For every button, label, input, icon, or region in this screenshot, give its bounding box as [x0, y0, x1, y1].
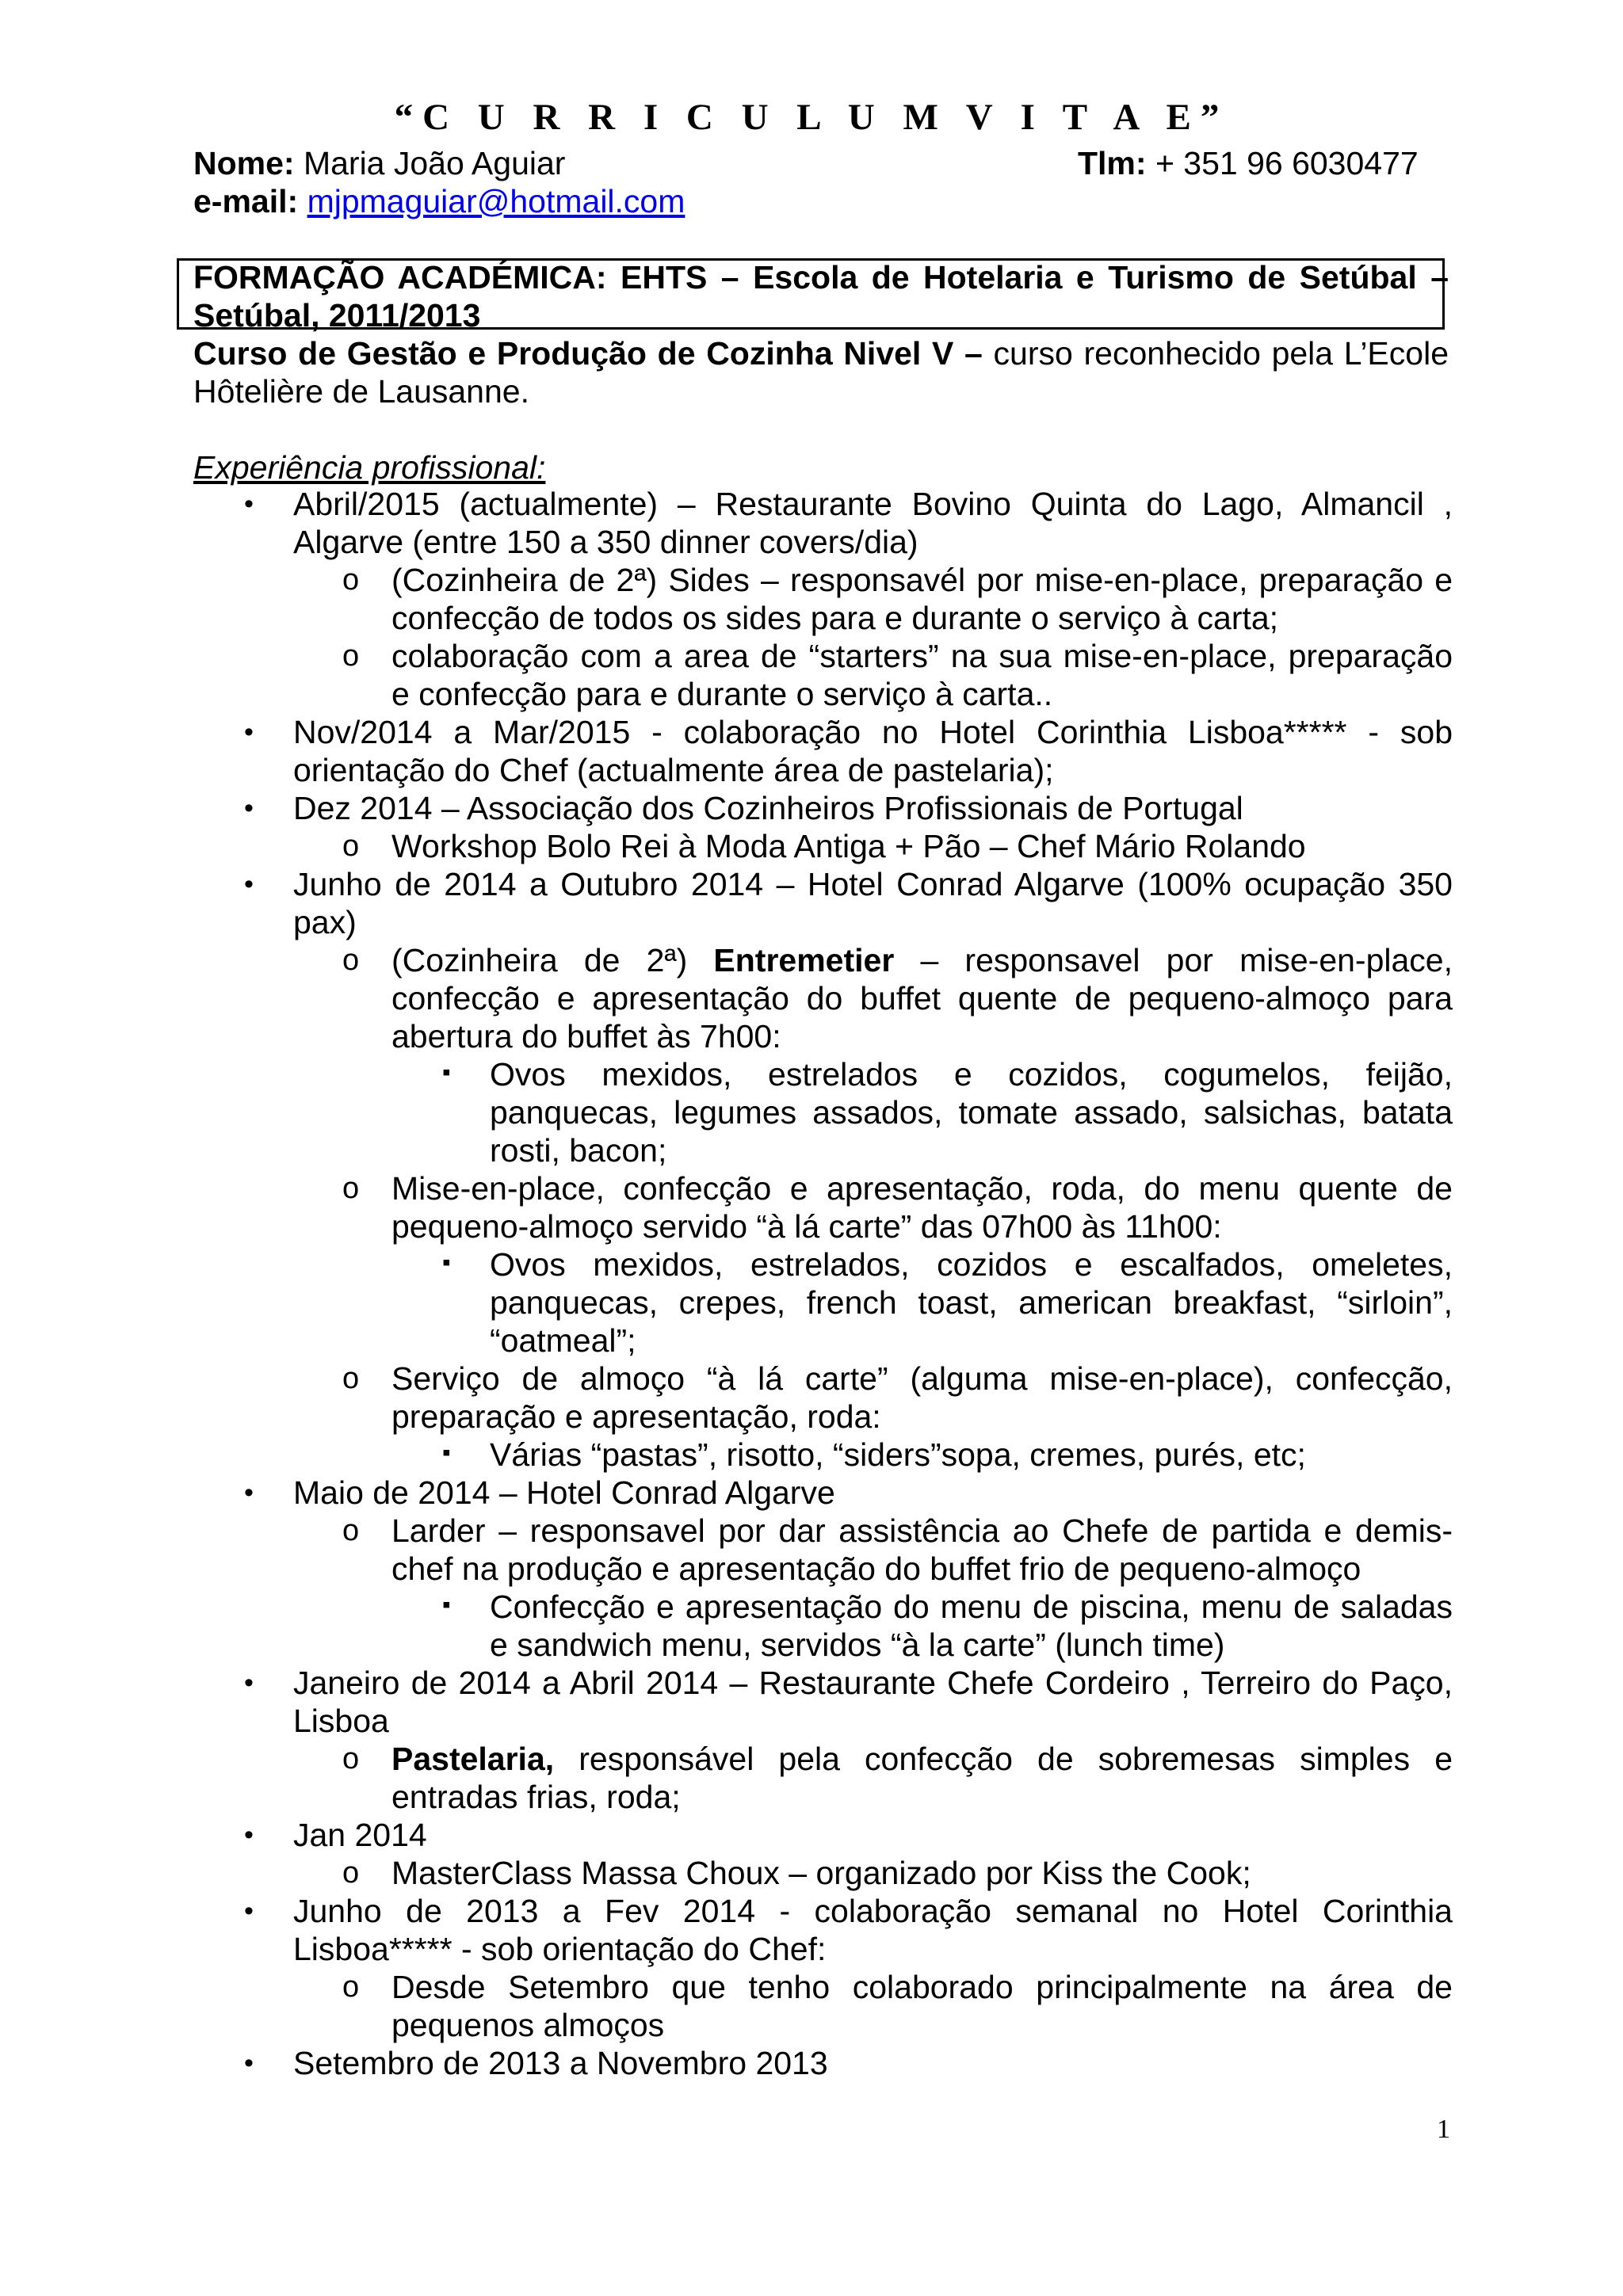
circle-bullet-icon: o: [342, 1172, 360, 1205]
course-note: curso reconhecido pela L’Ecole Hôtelière de Lausanne.: [193, 335, 1449, 410]
bullet-icon: •: [244, 717, 254, 747]
experience-item-level-2: [342, 637, 1453, 713]
bullet-icon: •: [244, 489, 254, 519]
experience-item-level-2: [342, 1968, 1453, 2044]
experience-item-level-1: [244, 2044, 1453, 2082]
experience-item-level-2: [342, 1169, 1453, 1245]
experience-item-level-2: [342, 1360, 1453, 1436]
course-title: Curso de Gestão e Produção de Cozinha Nivel V –: [193, 335, 983, 372]
experience-item-level-1: [244, 1816, 1453, 1854]
circle-bullet-icon: o: [342, 830, 360, 863]
item-text: Abril/2015 (actualmente) – Restaurante Bovino Quinta do Lago, Almancil , Algarve (entre 150 a 350 dinner covers/dia): [293, 486, 1453, 560]
experience-item-level-2: [342, 827, 1453, 865]
circle-bullet-icon: o: [342, 1362, 360, 1395]
item-text: Várias “pastas”, risotto, “siders”sopa, cremes, purés, etc;: [490, 1436, 1306, 1473]
item-text: responsável pela confecção de sobremesas simples e entradas frias, roda;: [391, 1741, 1453, 1815]
experience-item-level-2: [342, 941, 1453, 1055]
experience-item-level-2: [342, 1740, 1453, 1816]
bullet-icon: •: [244, 1820, 254, 1850]
experience-item-level-1: [244, 485, 1453, 561]
bullet-icon: •: [244, 869, 254, 899]
experience-item-level-3: [442, 1588, 1453, 1664]
document-title: “C U R R I C U L U M V I T A E”: [394, 97, 1229, 138]
circle-bullet-icon: o: [342, 1742, 360, 1775]
item-text: Workshop Bolo Rei à Moda Antiga + Pão – Chef Mário Rolando: [391, 828, 1306, 864]
experience-item-level-2: [342, 1854, 1453, 1892]
item-text: Dez 2014 – Associação dos Cozinheiros Profissionais de Portugal: [293, 790, 1243, 826]
circle-bullet-icon: o: [342, 1970, 360, 2004]
item-text: Ovos mexidos, estrelados e cozidos, cogumelos, feijão, panquecas, legumes assados, tomate assado, salsichas, batata rosti, bacon;: [490, 1056, 1453, 1169]
experience-item-level-3: [442, 1055, 1453, 1169]
bullet-icon: •: [244, 793, 254, 823]
circle-bullet-icon: o: [342, 563, 360, 597]
experience-item-level-1: [244, 1892, 1453, 1968]
name-line: [193, 144, 565, 182]
email-label: e-mail:: [193, 183, 299, 219]
bullet-icon: •: [244, 1478, 254, 1508]
item-text: – responsavel por mise-en-place, confecção e apresentação do buffet quente de pequeno-almoço para abertura do buffet às 7h00:: [391, 942, 1453, 1055]
square-bullet-icon: ▪: [442, 1059, 451, 1085]
page-number: 1: [1437, 2115, 1450, 2144]
bullet-icon: •: [244, 1668, 254, 1698]
item-text: Serviço de almoço “à lá carte” (alguma mise-en-place), confecção, preparação e apresentação, roda:: [391, 1360, 1453, 1435]
circle-bullet-icon: o: [342, 639, 360, 673]
email-line: [193, 182, 685, 220]
bullet-icon: •: [244, 2048, 254, 2078]
experience-heading: Experiência profissional:: [193, 449, 546, 486]
square-bullet-icon: ▪: [442, 1440, 451, 1466]
name-label: Nome:: [193, 145, 295, 181]
phone-label: Tlm:: [1078, 145, 1147, 181]
item-text: Maio de 2014 – Hotel Conrad Algarve: [293, 1474, 835, 1511]
item-text: colaboração com a area de “starters” na sua mise-en-place, preparação e confecção para e durante o serviço à carta..: [391, 638, 1453, 712]
experience-item-level-1: [244, 865, 1453, 941]
square-bullet-icon: ▪: [442, 1592, 451, 1618]
phone-line: [1078, 144, 1419, 182]
item-text: (Cozinheira de 2ª) Sides – responsavél por mise-en-place, preparação e confecção de todos os sides para e durante o serviço à carta;: [391, 562, 1453, 636]
item-text: Jan 2014: [293, 1817, 427, 1853]
experience-item-level-3: [442, 1436, 1453, 1474]
item-emphasis: Pastelaria,: [391, 1741, 555, 1777]
experience-item-level-1: [244, 1474, 1453, 1512]
item-text: Janeiro de 2014 a Abril 2014 – Restaurante Chefe Cordeiro , Terreiro do Paço, Lisboa: [293, 1665, 1453, 1739]
item-text: Nov/2014 a Mar/2015 - colaboração no Hotel Corinthia Lisboa***** - sob orientação do Chef (actualmente área de pastelaria);: [293, 714, 1453, 788]
experience-item-level-1: [244, 789, 1453, 827]
experience-item-level-2: [342, 561, 1453, 637]
circle-bullet-icon: o: [342, 944, 360, 977]
circle-bullet-icon: o: [342, 1514, 360, 1547]
item-text: Mise-en-place, confecção e apresentação, roda, do menu quente de pequeno-almoço servido “à lá carte” das 07h00 às 11h00:: [391, 1170, 1453, 1245]
item-text: Confecção e apresentação do menu de piscina, menu de saladas e sandwich menu, servidos “à la carte” (lunch time): [490, 1589, 1453, 1663]
experience-item-level-1: [244, 1664, 1453, 1740]
square-bullet-icon: ▪: [442, 1249, 451, 1276]
item-prefix: (Cozinheira de 2ª): [391, 942, 714, 978]
item-text: Larder – responsavel por dar assistência ao Chefe de partida e demis-chef na produção e apresentação do buffet frio de pequeno-almoço: [391, 1512, 1453, 1587]
email-link[interactable]: mjpmaguiar@hotmail.com: [307, 183, 685, 219]
item-text: Setembro de 2013 a Novembro 2013: [293, 2045, 828, 2081]
item-text: Junho de 2013 a Fev 2014 - colaboração semanal no Hotel Corinthia Lisboa***** - sob orientação do Chef:: [293, 1893, 1453, 1967]
course-description: [193, 334, 1449, 410]
item-text: Ovos mexidos, estrelados, cozidos e escalfados, omeletes, panquecas, crepes, french toast, american breakfast, “sirloin”, “oatmeal”;: [490, 1246, 1453, 1359]
name-value: Maria João Aguiar: [294, 145, 566, 181]
education-heading: FORMAÇÃO ACADÉMICA: EHTS – Escola de Hotelaria e Turismo de Setúbal – Setúbal, 2011/2013: [193, 259, 1449, 334]
experience-item-level-2: [342, 1512, 1453, 1588]
phone-value: + 351 96 6030477: [1146, 145, 1419, 181]
experience-item-level-1: [244, 713, 1453, 789]
experience-item-level-3: [442, 1245, 1453, 1360]
circle-bullet-icon: o: [342, 1856, 360, 1890]
item-emphasis: Entremetier: [713, 942, 895, 978]
item-text: MasterClass Massa Choux – organizado por Kiss the Cook;: [391, 1855, 1251, 1891]
experience-list: [0, 485, 1623, 2082]
item-text: Desde Setembro que tenho colaborado principalmente na área de pequenos almoços: [391, 1969, 1453, 2043]
bullet-icon: •: [244, 1896, 254, 1926]
item-text: Junho de 2014 a Outubro 2014 – Hotel Conrad Algarve (100% ocupação 350 pax): [293, 866, 1453, 940]
